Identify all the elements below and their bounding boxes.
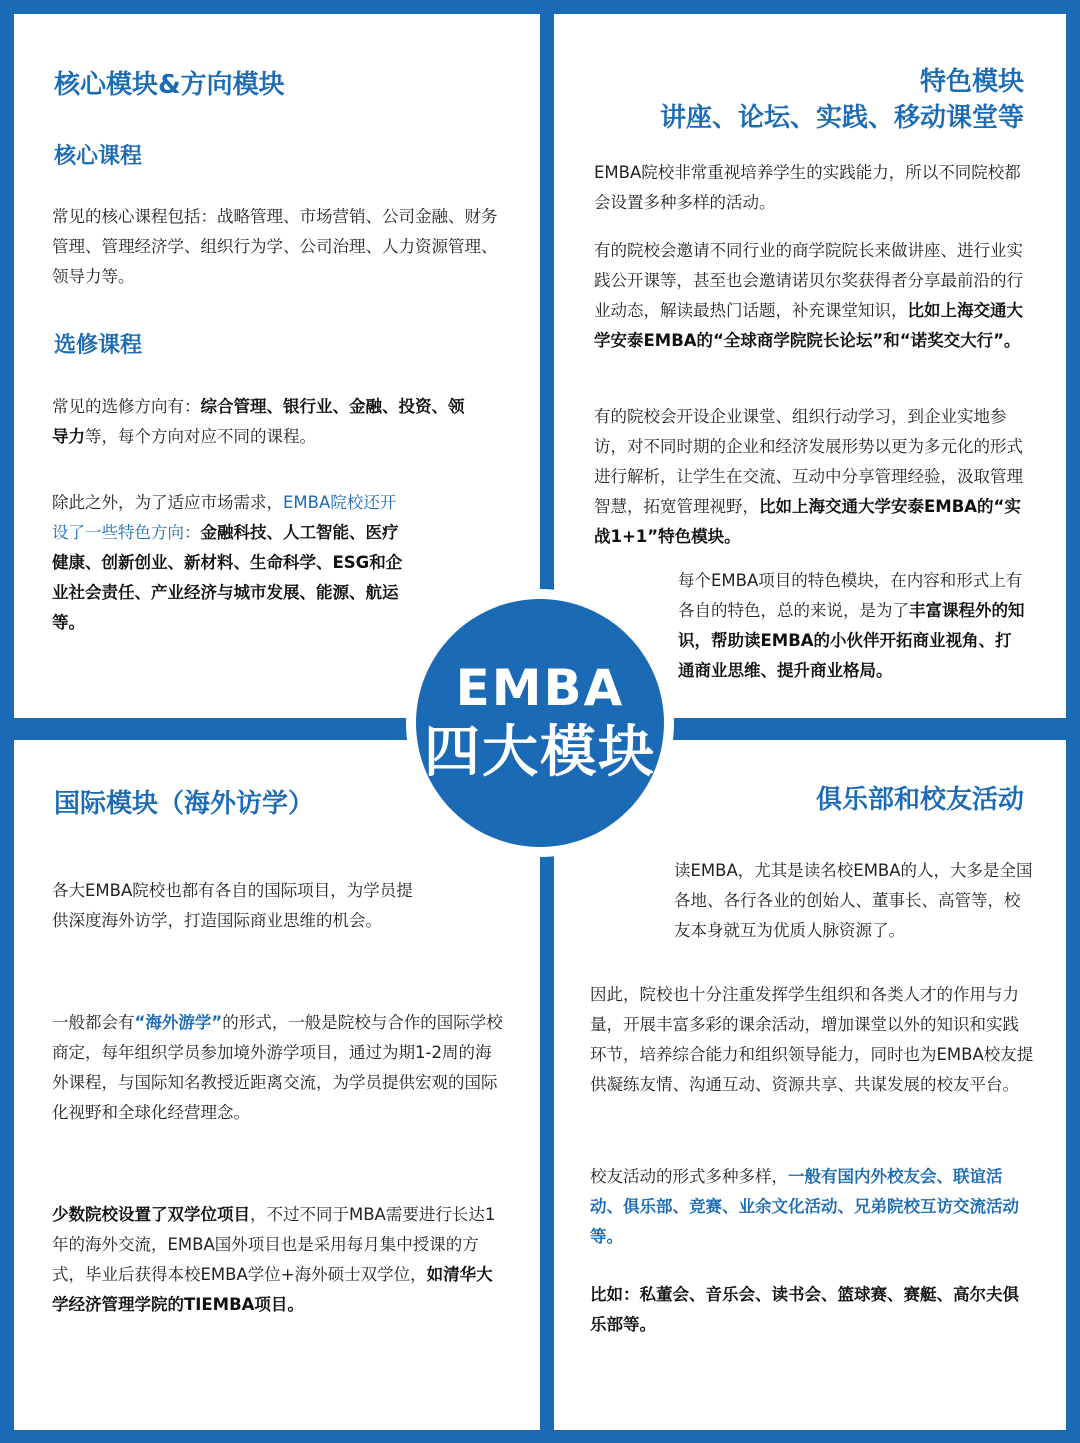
club-alumni-panel xyxy=(554,740,1066,1430)
club-activities-text: 因此，院校也十分注重发挥学生组织和各类人才的作用与力量，开展丰富多彩的课余活动，增加课堂以外的知识和实践环节，培养综合能力和组织领导能力，同时也为EMBA校友提供凝练友情、沟通互动、资源共享、共谋发展的校友平台。 xyxy=(590,985,1034,1094)
elective-courses-text: 常见的选修方向有：综合管理、银行业、金融、投资、领导力等，每个方向对应不同的课程。 xyxy=(52,397,465,446)
core-module-panel xyxy=(14,14,540,718)
international-intro-text: 各大EMBA院校也都有各自的国际项目，为学员提供深度海外访学，打造国际商业思维的机会。 xyxy=(52,881,413,930)
club-intro-text: 读EMBA，尤其是读名校EMBA的人，大多是全国各地、各行各业的创始人、董事长、高管等，校友本身就互为优质人脉资源了。 xyxy=(674,861,1033,940)
core-module-title: 核心模块&方向模块 xyxy=(54,70,285,100)
feature-intro-text: EMBA院校非常重视培养学生的实践能力，所以不同院校都会设置多种多样的活动。 xyxy=(594,163,1021,212)
special-directions-text: 除此之外，为了适应市场需求，EMBA院校还开设了一些特色方向：金融科技、人工智能、医疗健康、创新创业、新材料、生命科学、ESG和企业社会责任、产业经济与城市发展、能源、航运等。 xyxy=(52,493,403,632)
alumni-forms-text: 校友活动的形式多种多样，一般有国内外校友会、联谊活动、俱乐部、竞赛、业余文化活动、兄弟院校互访交流活动等。 xyxy=(590,1167,1019,1246)
center-badge-line1: EMBA xyxy=(455,659,625,717)
club-alumni-title: 俱乐部和校友活动 xyxy=(815,785,1024,815)
center-badge xyxy=(416,599,664,847)
core-courses-text: 常见的核心课程包括：战略管理、市场营销、公司金融、财务管理、管理经济学、组织行为学、公司治理、人力资源管理、领导力等。 xyxy=(52,207,498,286)
feature-module-subtitle: 讲座、论坛、实践、移动课堂等 xyxy=(659,103,1024,133)
feature-module-title: 特色模块 xyxy=(919,67,1024,97)
feature-practice-text: 有的院校会开设企业课堂、组织行动学习，到企业实地参访，对不同时期的企业和经济发展形势以更为多元化的形式进行解析，让学生在交流、互动中分享管理经验，汲取管理智慧，拓宽管理视野，比如上海交通大学安泰EMBA的“实战1+1”特色模块。 xyxy=(594,407,1023,546)
international-module-title: 国际模块（海外访学） xyxy=(54,789,315,819)
feature-module-panel xyxy=(554,14,1066,718)
elective-courses-heading: 选修课程 xyxy=(54,333,143,358)
international-study-tour-text: 一般都会有“海外游学”的形式，一般是院校与合作的国际学校商定，每年组织学员参加境外游学项目，通过为期1-2周的海外课程，与国际知名教授近距离交流，为学员提供宏观的国际化视野和全球化经营理念。 xyxy=(52,1013,503,1122)
club-examples-text: 比如：私董会、音乐会、读书会、篮球赛、赛艇、高尔夫俱乐部等。 xyxy=(590,1285,1019,1334)
feature-lecture-text: 有的院校会邀请不同行业的商学院院长来做讲座、进行业实践公开课等，甚至也会邀请诺贝尔奖获得者分享最前沿的行业动态，解读最热门话题，补充课堂知识，比如上海交通大学安泰EMBA的“全球商学院院长论坛”和“诺奖交大行”。 xyxy=(594,241,1023,350)
international-module-panel xyxy=(14,740,540,1430)
feature-summary-text: 每个EMBA项目的特色模块，在内容和形式上有各自的特色，总的来说，是为了丰富课程外的知识，帮助读EMBA的小伙伴开拓商业视角、打通商业思维、提升商业格局。 xyxy=(678,571,1025,680)
center-badge-line2: 四大模块 xyxy=(424,720,656,785)
core-courses-heading: 核心课程 xyxy=(54,144,143,169)
international-dual-degree-text: 少数院校设置了双学位项目，不过不同于MBA需要进行长达1年的海外交流，EMBA国外项目也是采用每月集中授课的方式，毕业后获得本校EMBA学位+海外硕士双学位，如清华大学经济管理学院的TIEMBA项目。 xyxy=(52,1205,496,1314)
